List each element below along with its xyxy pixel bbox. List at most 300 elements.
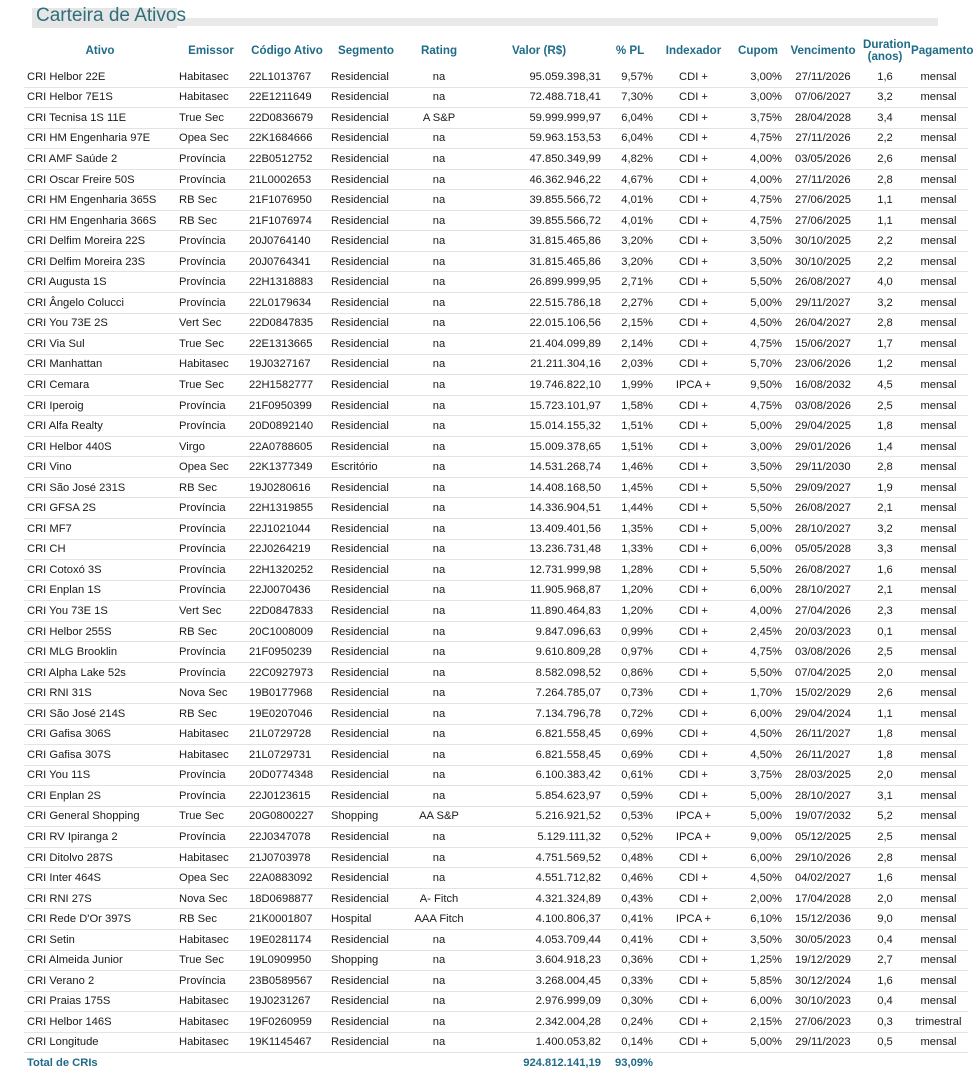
- cell-indexador: CDI +: [656, 724, 731, 745]
- cell-ativo: CRI Gafisa 307S: [24, 745, 176, 766]
- cell-vencimento: 07/04/2025: [785, 662, 861, 683]
- cell-pl: 4,82%: [604, 149, 656, 170]
- cell-ativo: CRI Praias 175S: [24, 991, 176, 1012]
- cell-duration: 0,5: [861, 1032, 909, 1053]
- cell-rating: na: [404, 457, 474, 478]
- cell-valor: 4.053.709,44: [474, 929, 604, 950]
- cell-vencimento: 28/10/2027: [785, 519, 861, 540]
- cell-pl: 0,46%: [604, 868, 656, 889]
- header-cupom: Cupom: [738, 44, 778, 57]
- cell-valor: 15.014.155,32: [474, 416, 604, 437]
- cell-codigo: 19J0280616: [246, 477, 328, 498]
- cell-rating: na: [404, 950, 474, 971]
- cell-ativo: CRI Verano 2: [24, 971, 176, 992]
- cell-codigo: 21F0950239: [246, 642, 328, 663]
- cell-cupom: 4,50%: [731, 724, 785, 745]
- table-row: [24, 971, 968, 992]
- header-codigo-ativo: Código Ativo: [251, 44, 323, 57]
- cell-ativo: CRI Manhattan: [24, 354, 176, 375]
- cell-segmento: Residencial: [328, 888, 404, 909]
- cell-pagamento: mensal: [909, 991, 968, 1012]
- header-duration: Duration (anos): [863, 38, 911, 63]
- cell-segmento: Residencial: [328, 190, 404, 211]
- cell-emissor: Opea Sec: [176, 457, 246, 478]
- cell-cupom: 2,00%: [731, 888, 785, 909]
- cell-emissor: Habitasec: [176, 745, 246, 766]
- cell-indexador: CDI +: [656, 67, 731, 87]
- cell-indexador: CDI +: [656, 128, 731, 149]
- cell-emissor: Habitasec: [176, 1012, 246, 1033]
- cell-vencimento: 28/10/2027: [785, 786, 861, 807]
- cell-emissor: Habitasec: [176, 991, 246, 1012]
- cell-ativo: CRI Oscar Freire 50S: [24, 169, 176, 190]
- cell-pagamento: mensal: [909, 436, 968, 457]
- cell-duration: 1,1: [861, 703, 909, 724]
- cell-indexador: CDI +: [656, 334, 731, 355]
- cell-segmento: Residencial: [328, 868, 404, 889]
- cell-pagamento: mensal: [909, 272, 968, 293]
- table-row: [24, 642, 968, 663]
- cell-codigo: 22H1582777: [246, 375, 328, 396]
- cell-pagamento: mensal: [909, 703, 968, 724]
- cell-duration: 5,2: [861, 806, 909, 827]
- table-row: [24, 539, 968, 560]
- cell-pl: 1,58%: [604, 395, 656, 416]
- cell-ativo: CRI Almeida Junior: [24, 950, 176, 971]
- cell-segmento: Shopping: [328, 806, 404, 827]
- cell-emissor: RB Sec: [176, 190, 246, 211]
- header-vencimento: Vencimento: [790, 44, 856, 57]
- cell-ativo: CRI Delfim Moreira 22S: [24, 231, 176, 252]
- cell-codigo: 22D0847833: [246, 601, 328, 622]
- cell-rating: na: [404, 436, 474, 457]
- cell-vencimento: 28/04/2028: [785, 108, 861, 129]
- cell-valor: 31.815.465,86: [474, 231, 604, 252]
- cell-pagamento: mensal: [909, 354, 968, 375]
- cell-pl: 0,33%: [604, 971, 656, 992]
- table-row: [24, 827, 968, 848]
- cell-indexador: CDI +: [656, 991, 731, 1012]
- cell-valor: 95.059.398,31: [474, 67, 604, 87]
- cell-ativo: CRI Setin: [24, 929, 176, 950]
- cell-segmento: Residencial: [328, 354, 404, 375]
- cell-pl: 1,33%: [604, 539, 656, 560]
- header-rating: Rating: [420, 44, 458, 57]
- cell-ativo: CRI Helbor 22E: [24, 67, 176, 87]
- cell-vencimento: 20/03/2023: [785, 621, 861, 642]
- table-row: [24, 909, 968, 930]
- cell-valor: 59.999.999,97: [474, 108, 604, 129]
- cell-indexador: CDI +: [656, 477, 731, 498]
- cell-ativo: CRI Via Sul: [24, 334, 176, 355]
- cell-rating: na: [404, 827, 474, 848]
- cell-rating: na: [404, 272, 474, 293]
- cell-pagamento: mensal: [909, 169, 968, 190]
- cell-emissor: True Sec: [176, 334, 246, 355]
- cell-rating: na: [404, 498, 474, 519]
- cell-pl: 0,73%: [604, 683, 656, 704]
- table-row: [24, 786, 968, 807]
- cell-ativo: CRI MLG Brooklin: [24, 642, 176, 663]
- cell-rating: AA S&P: [404, 806, 474, 827]
- cell-duration: 1,4: [861, 436, 909, 457]
- cell-codigo: 22J0123615: [246, 786, 328, 807]
- cell-cupom: 4,75%: [731, 128, 785, 149]
- cell-segmento: Hospital: [328, 909, 404, 930]
- header-indexador: Indexador: [665, 44, 722, 57]
- cell-emissor: Província: [176, 416, 246, 437]
- cell-cupom: 5,00%: [731, 293, 785, 314]
- cell-cupom: 2,45%: [731, 621, 785, 642]
- total-empty: [785, 1053, 861, 1073]
- cell-cupom: 4,50%: [731, 745, 785, 766]
- cell-cupom: 4,00%: [731, 169, 785, 190]
- cell-ativo: CRI Rede D'Or 397S: [24, 909, 176, 930]
- cell-valor: 4.551.712,82: [474, 868, 604, 889]
- table-row: [24, 375, 968, 396]
- cell-pagamento: mensal: [909, 621, 968, 642]
- cell-pl: 1,35%: [604, 519, 656, 540]
- cell-emissor: Província: [176, 786, 246, 807]
- cell-rating: AAA Fitch: [404, 909, 474, 930]
- cell-pagamento: mensal: [909, 395, 968, 416]
- cell-indexador: CDI +: [656, 642, 731, 663]
- cell-valor: 22.515.786,18: [474, 293, 604, 314]
- title-bar: [32, 5, 938, 26]
- cell-ativo: CRI Gafisa 306S: [24, 724, 176, 745]
- cell-indexador: CDI +: [656, 251, 731, 272]
- cell-duration: 1,9: [861, 477, 909, 498]
- cell-valor: 14.408.168,50: [474, 477, 604, 498]
- cell-duration: 2,8: [861, 847, 909, 868]
- cell-emissor: Província: [176, 293, 246, 314]
- cell-indexador: CDI +: [656, 601, 731, 622]
- cell-pl: 0,59%: [604, 786, 656, 807]
- total-row: [24, 1053, 968, 1073]
- cell-codigo: 23B0589567: [246, 971, 328, 992]
- cell-ativo: CRI Ditolvo 287S: [24, 847, 176, 868]
- cell-codigo: 22J0070436: [246, 580, 328, 601]
- cell-vencimento: 26/08/2027: [785, 560, 861, 581]
- cell-duration: 9,0: [861, 909, 909, 930]
- cell-ativo: CRI General Shopping: [24, 806, 176, 827]
- cell-rating: A- Fitch: [404, 888, 474, 909]
- cell-valor: 72.488.718,41: [474, 87, 604, 108]
- cell-indexador: CDI +: [656, 416, 731, 437]
- cell-vencimento: 03/08/2026: [785, 642, 861, 663]
- cell-ativo: CRI Delfim Moreira 23S: [24, 251, 176, 272]
- cell-cupom: 5,50%: [731, 560, 785, 581]
- cell-pagamento: mensal: [909, 190, 968, 211]
- cell-pagamento: mensal: [909, 806, 968, 827]
- cell-rating: na: [404, 293, 474, 314]
- cell-cupom: 3,00%: [731, 67, 785, 87]
- cell-emissor: True Sec: [176, 950, 246, 971]
- cell-pagamento: mensal: [909, 929, 968, 950]
- table-row: [24, 724, 968, 745]
- cell-segmento: Residencial: [328, 108, 404, 129]
- cell-pl: 0,61%: [604, 765, 656, 786]
- table-row: [24, 149, 968, 170]
- cell-pl: 0,30%: [604, 991, 656, 1012]
- cell-vencimento: 05/05/2028: [785, 539, 861, 560]
- total-pl: 93,09%: [615, 1057, 653, 1070]
- table-row: [24, 128, 968, 149]
- cell-indexador: CDI +: [656, 662, 731, 683]
- cell-emissor: Província: [176, 971, 246, 992]
- cell-valor: 15.009.378,65: [474, 436, 604, 457]
- table-row: [24, 457, 968, 478]
- cell-emissor: Província: [176, 827, 246, 848]
- cell-codigo: 22H1319855: [246, 498, 328, 519]
- table-row: [24, 950, 968, 971]
- cell-duration: 2,1: [861, 580, 909, 601]
- cell-segmento: Residencial: [328, 169, 404, 190]
- cell-emissor: Opea Sec: [176, 128, 246, 149]
- cell-emissor: Virgo: [176, 436, 246, 457]
- cell-cupom: 5,50%: [731, 477, 785, 498]
- cell-ativo: CRI Helbor 440S: [24, 436, 176, 457]
- cell-ativo: CRI Helbor 7E1S: [24, 87, 176, 108]
- cell-vencimento: 26/11/2027: [785, 745, 861, 766]
- cell-codigo: 22J1021044: [246, 519, 328, 540]
- cell-ativo: CRI GFSA 2S: [24, 498, 176, 519]
- cell-pagamento: mensal: [909, 128, 968, 149]
- cell-duration: 4,5: [861, 375, 909, 396]
- cell-pl: 4,67%: [604, 169, 656, 190]
- cell-segmento: Residencial: [328, 334, 404, 355]
- cell-pagamento: mensal: [909, 1032, 968, 1053]
- cell-codigo: 22E1211649: [246, 87, 328, 108]
- cell-valor: 6.821.558,45: [474, 745, 604, 766]
- cell-duration: 1,8: [861, 416, 909, 437]
- table-row: [24, 1012, 968, 1033]
- cell-valor: 31.815.465,86: [474, 251, 604, 272]
- cell-vencimento: 04/02/2027: [785, 868, 861, 889]
- cell-rating: na: [404, 190, 474, 211]
- cell-vencimento: 05/12/2025: [785, 827, 861, 848]
- cell-valor: 14.531.268,74: [474, 457, 604, 478]
- cell-valor: 39.855.566,72: [474, 190, 604, 211]
- cell-duration: 2,3: [861, 601, 909, 622]
- cell-duration: 3,2: [861, 293, 909, 314]
- cell-codigo: 19J0231267: [246, 991, 328, 1012]
- cell-rating: na: [404, 354, 474, 375]
- cell-duration: 1,2: [861, 354, 909, 375]
- cell-codigo: 22K1684666: [246, 128, 328, 149]
- cell-duration: 2,5: [861, 827, 909, 848]
- cell-segmento: Residencial: [328, 416, 404, 437]
- cell-codigo: 22K1377349: [246, 457, 328, 478]
- table-row: [24, 272, 968, 293]
- cell-indexador: CDI +: [656, 519, 731, 540]
- cell-pl: 0,41%: [604, 929, 656, 950]
- cell-pagamento: mensal: [909, 416, 968, 437]
- cell-pl: 4,01%: [604, 210, 656, 231]
- cell-vencimento: 29/11/2023: [785, 1032, 861, 1053]
- cell-duration: 2,0: [861, 662, 909, 683]
- cell-segmento: Residencial: [328, 683, 404, 704]
- cell-duration: 2,2: [861, 251, 909, 272]
- cell-emissor: RB Sec: [176, 477, 246, 498]
- cell-duration: 3,4: [861, 108, 909, 129]
- cell-pl: 1,51%: [604, 416, 656, 437]
- cell-duration: 2,8: [861, 313, 909, 334]
- cell-emissor: Habitasec: [176, 1032, 246, 1053]
- total-empty: [656, 1053, 731, 1073]
- cell-valor: 47.850.349,99: [474, 149, 604, 170]
- cell-vencimento: 30/05/2023: [785, 929, 861, 950]
- cell-rating: na: [404, 169, 474, 190]
- cell-valor: 5.854.623,97: [474, 786, 604, 807]
- cell-valor: 2.976.999,09: [474, 991, 604, 1012]
- cell-cupom: 3,00%: [731, 436, 785, 457]
- header-pl: % PL: [615, 44, 645, 57]
- cell-pagamento: mensal: [909, 662, 968, 683]
- cell-segmento: Residencial: [328, 745, 404, 766]
- cell-vencimento: 19/12/2029: [785, 950, 861, 971]
- cell-emissor: Província: [176, 231, 246, 252]
- cell-segmento: Residencial: [328, 67, 404, 87]
- table-row: [24, 498, 968, 519]
- cell-rating: na: [404, 519, 474, 540]
- cell-emissor: Habitasec: [176, 929, 246, 950]
- cell-codigo: 21K0001807: [246, 909, 328, 930]
- cell-rating: na: [404, 642, 474, 663]
- cell-duration: 2,6: [861, 149, 909, 170]
- cell-cupom: 4,75%: [731, 190, 785, 211]
- cell-emissor: Habitasec: [176, 67, 246, 87]
- cell-segmento: Residencial: [328, 642, 404, 663]
- cell-codigo: 22E1313665: [246, 334, 328, 355]
- cell-pagamento: mensal: [909, 375, 968, 396]
- cell-valor: 14.336.904,51: [474, 498, 604, 519]
- cell-codigo: 21F1076950: [246, 190, 328, 211]
- cell-ativo: CRI Ângelo Colucci: [24, 293, 176, 314]
- total-label: Total de CRIs: [27, 1057, 98, 1070]
- cell-indexador: IPCA +: [656, 806, 731, 827]
- table-row: [24, 67, 968, 87]
- cell-rating: na: [404, 765, 474, 786]
- cell-duration: 0,1: [861, 621, 909, 642]
- cell-emissor: Nova Sec: [176, 683, 246, 704]
- cell-pagamento: mensal: [909, 827, 968, 848]
- cell-valor: 46.362.946,22: [474, 169, 604, 190]
- cell-valor: 22.015.106,56: [474, 313, 604, 334]
- cell-indexador: IPCA +: [656, 375, 731, 396]
- cell-pagamento: mensal: [909, 683, 968, 704]
- cell-rating: na: [404, 971, 474, 992]
- cell-rating: na: [404, 786, 474, 807]
- cell-pagamento: mensal: [909, 210, 968, 231]
- cell-vencimento: 29/04/2024: [785, 703, 861, 724]
- cell-rating: na: [404, 601, 474, 622]
- cell-vencimento: 15/12/2036: [785, 909, 861, 930]
- cell-rating: na: [404, 560, 474, 581]
- cell-pagamento: mensal: [909, 580, 968, 601]
- cell-emissor: Província: [176, 169, 246, 190]
- cell-segmento: Residencial: [328, 477, 404, 498]
- cell-vencimento: 19/07/2032: [785, 806, 861, 827]
- cell-pagamento: mensal: [909, 539, 968, 560]
- cell-segmento: Residencial: [328, 375, 404, 396]
- cell-pagamento: mensal: [909, 888, 968, 909]
- cell-duration: 2,8: [861, 169, 909, 190]
- cell-valor: 8.582.098,52: [474, 662, 604, 683]
- cell-vencimento: 26/08/2027: [785, 272, 861, 293]
- cell-pagamento: trimestral: [909, 1012, 968, 1033]
- cell-cupom: 4,75%: [731, 395, 785, 416]
- cell-vencimento: 29/10/2026: [785, 847, 861, 868]
- cell-indexador: CDI +: [656, 436, 731, 457]
- cell-valor: 12.731.999,98: [474, 560, 604, 581]
- cell-codigo: 19F0260959: [246, 1012, 328, 1033]
- cell-duration: 1,6: [861, 971, 909, 992]
- cell-segmento: Residencial: [328, 786, 404, 807]
- cell-valor: 7.134.796,78: [474, 703, 604, 724]
- cell-valor: 26.899.999,95: [474, 272, 604, 293]
- cell-valor: 13.409.401,56: [474, 519, 604, 540]
- cell-emissor: True Sec: [176, 375, 246, 396]
- cell-ativo: CRI Alpha Lake 52s: [24, 662, 176, 683]
- cell-codigo: 18D0698877: [246, 888, 328, 909]
- cell-vencimento: 27/06/2025: [785, 210, 861, 231]
- cell-duration: 1,8: [861, 745, 909, 766]
- cell-duration: 1,7: [861, 334, 909, 355]
- page-title: Carteira de Ativos: [36, 5, 186, 26]
- cell-emissor: Habitasec: [176, 724, 246, 745]
- cell-segmento: Residencial: [328, 560, 404, 581]
- cell-emissor: RB Sec: [176, 703, 246, 724]
- cell-cupom: 4,50%: [731, 313, 785, 334]
- cell-cupom: 5,50%: [731, 498, 785, 519]
- cell-indexador: CDI +: [656, 108, 731, 129]
- cell-pl: 1,44%: [604, 498, 656, 519]
- cell-pl: 0,97%: [604, 642, 656, 663]
- cell-rating: na: [404, 703, 474, 724]
- cell-indexador: CDI +: [656, 539, 731, 560]
- cell-rating: na: [404, 621, 474, 642]
- cell-segmento: Residencial: [328, 621, 404, 642]
- cell-emissor: Opea Sec: [176, 868, 246, 889]
- cell-cupom: 4,50%: [731, 868, 785, 889]
- cell-ativo: CRI RNI 31S: [24, 683, 176, 704]
- cell-cupom: 3,50%: [731, 929, 785, 950]
- cell-duration: 3,2: [861, 87, 909, 108]
- cell-vencimento: 27/11/2026: [785, 169, 861, 190]
- cell-codigo: 21J0703978: [246, 847, 328, 868]
- cell-ativo: CRI Helbor 146S: [24, 1012, 176, 1033]
- cell-indexador: CDI +: [656, 868, 731, 889]
- cell-rating: na: [404, 334, 474, 355]
- header-pagamento: Pagamento: [911, 44, 974, 57]
- cell-pl: 0,72%: [604, 703, 656, 724]
- cell-cupom: 5,00%: [731, 519, 785, 540]
- cell-segmento: Residencial: [328, 662, 404, 683]
- cell-valor: 11.905.968,87: [474, 580, 604, 601]
- cell-codigo: 22A0788605: [246, 436, 328, 457]
- table-row: [24, 334, 968, 355]
- cell-vencimento: 28/03/2025: [785, 765, 861, 786]
- table-row: [24, 190, 968, 211]
- cell-cupom: 3,00%: [731, 87, 785, 108]
- cell-duration: 2,8: [861, 457, 909, 478]
- cell-codigo: 22J0347078: [246, 827, 328, 848]
- table-row: [24, 847, 968, 868]
- table-row: [24, 580, 968, 601]
- cell-indexador: CDI +: [656, 683, 731, 704]
- cell-indexador: CDI +: [656, 149, 731, 170]
